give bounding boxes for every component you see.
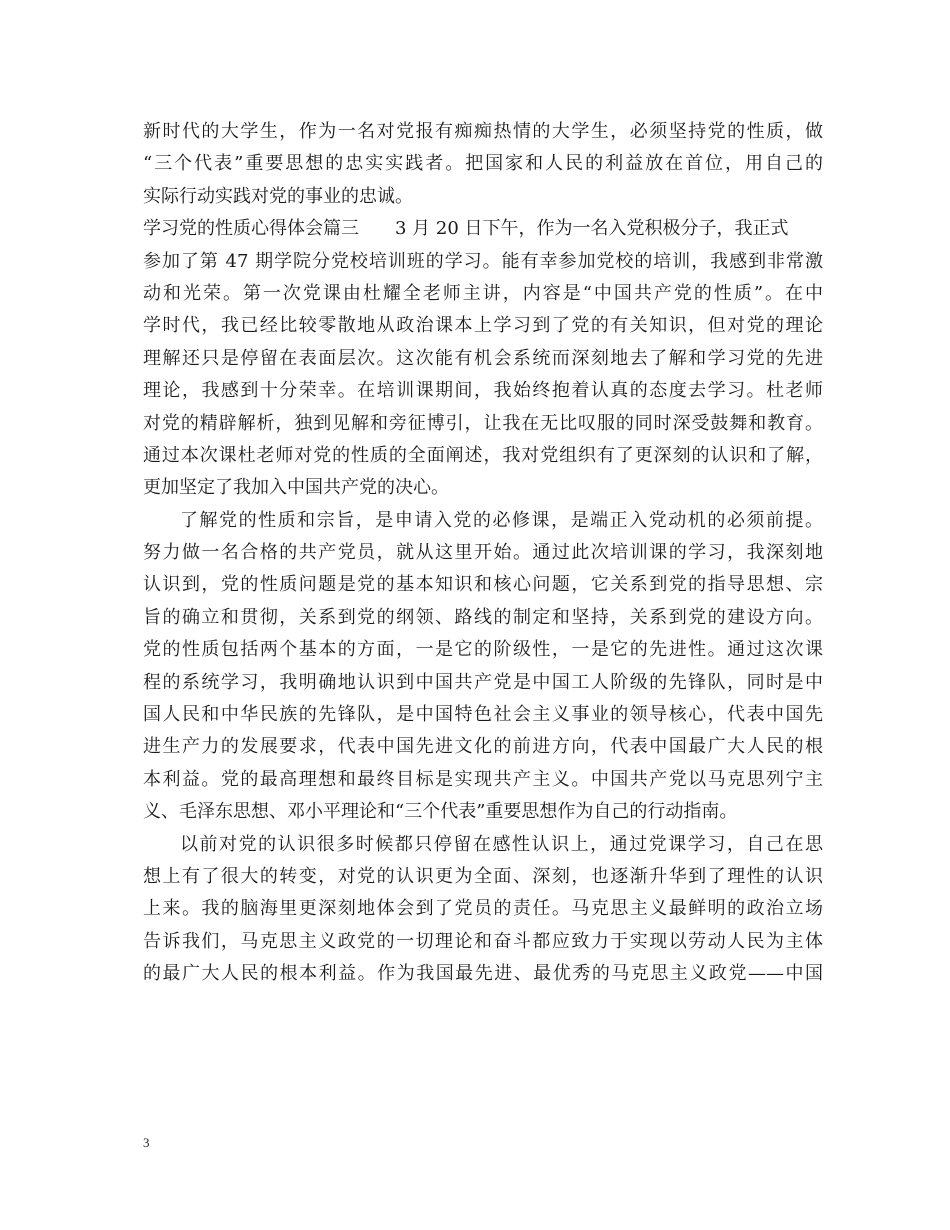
text-line: 旨的确立和贯彻，关系到党的纲领、路线的制定和坚持，关系到党的建设方向。 xyxy=(143,606,823,628)
text-line: 进生产力的发展要求，代表中国先进文化的前进方向，代表中国最广大人民的根 xyxy=(143,736,823,758)
text-line: 新时代的大学生，作为一名对党报有痴痴热情的大学生，必须坚持党的性质，做 xyxy=(143,121,823,142)
text-line: 上来。我的脑海里更深刻地体会到了党员的责任。马克思主义最鲜明的政治立场 xyxy=(143,898,823,920)
section-heading-tail: 3 月 20 日下午，作为一名入党积极分子，我正式 xyxy=(395,218,789,240)
text-line: 认识到，党的性质问题是党的基本知识和核心问题，它关系到党的指导思想、宗 xyxy=(143,574,823,596)
text-line: 义、毛泽东思想、邓小平理论和“三个代表”重要思想作为自己的行动指南。 xyxy=(143,801,738,823)
section-heading: 学习党的性质心得体会篇三 xyxy=(143,218,359,240)
text-line: 程的系统学习，我明确地认识到中国共产党是中国工人阶级的先锋队，同时是中 xyxy=(143,671,823,693)
text-line: “三个代表”重要思想的忠实实践者。把国家和人民的利益放在首位，用自己的 xyxy=(143,153,823,175)
paragraph-first-line: 了解党的性质和宗旨，是申请入党的必修课，是端正入党动机的必须前提。 xyxy=(180,509,823,531)
text-line: 的最广大人民的根本利益。作为我国最先进、最优秀的马克思主义政党——中国 xyxy=(143,963,823,985)
text-line: 实际行动实践对党的事业的忠诚。 xyxy=(143,185,413,207)
text-line: 党的性质包括两个基本的方面，一是它的阶级性，一是它的先进性。通过这次课 xyxy=(143,639,823,661)
text-line: 参加了第 47 期学院分党校培训班的学习。能有幸参加党校的培训，我感到非常激 xyxy=(143,250,823,272)
text-line: 努力做一名合格的共产党员，就从这里开始。通过此次培训课的学习，我深刻地 xyxy=(143,542,823,564)
text-line: 理解还只是停留在表面层次。这次能有机会系统而深刻地去了解和学习党的先进 xyxy=(143,347,823,369)
paragraph-first-line: 以前对党的认识很多时候都只停留在感性认识上，通过党课学习，自己在思 xyxy=(180,833,823,855)
text-line: 告诉我们，马克思主义政党的一切理论和奋斗都应致力于实现以劳动人民为主体 xyxy=(143,930,823,952)
text-line: 本利益。党的最高理想和最终目标是实现共产主义。中国共产党以马克思列宁主 xyxy=(143,768,823,790)
section-heading-line xyxy=(143,213,823,245)
text-line: 国人民和中华民族的先锋队，是中国特色社会主义事业的领导核心，代表中国先 xyxy=(143,704,823,726)
page-number: 3 xyxy=(143,1135,150,1150)
text-line: 更加坚定了我加入中国共产党的决心。 xyxy=(143,477,449,499)
text-line: 学时代，我已经比较零散地从政治课本上学习到了党的有关知识，但对党的理论 xyxy=(143,315,823,337)
text-line: 对党的精辟解析，独到见解和旁征博引，让我在无比叹服的同时深受鼓舞和教育。 xyxy=(143,412,823,434)
body-text xyxy=(143,116,823,991)
text-line: 理论，我感到十分荣幸。在培训课期间，我始终抱着认真的态度去学习。杜老师 xyxy=(143,380,823,402)
text-line: 通过本次课杜老师对党的性质的全面阐述，我对党组织有了更深刻的认识和了解， xyxy=(143,444,823,466)
text-line: 动和光荣。第一次党课由杜耀全老师主讲，内容是“中国共产党的性质”。在中 xyxy=(143,282,823,304)
text-line: 想上有了很大的转变，对党的认识更为全面、深刻，也逐渐升华到了理性的认识 xyxy=(143,865,823,887)
